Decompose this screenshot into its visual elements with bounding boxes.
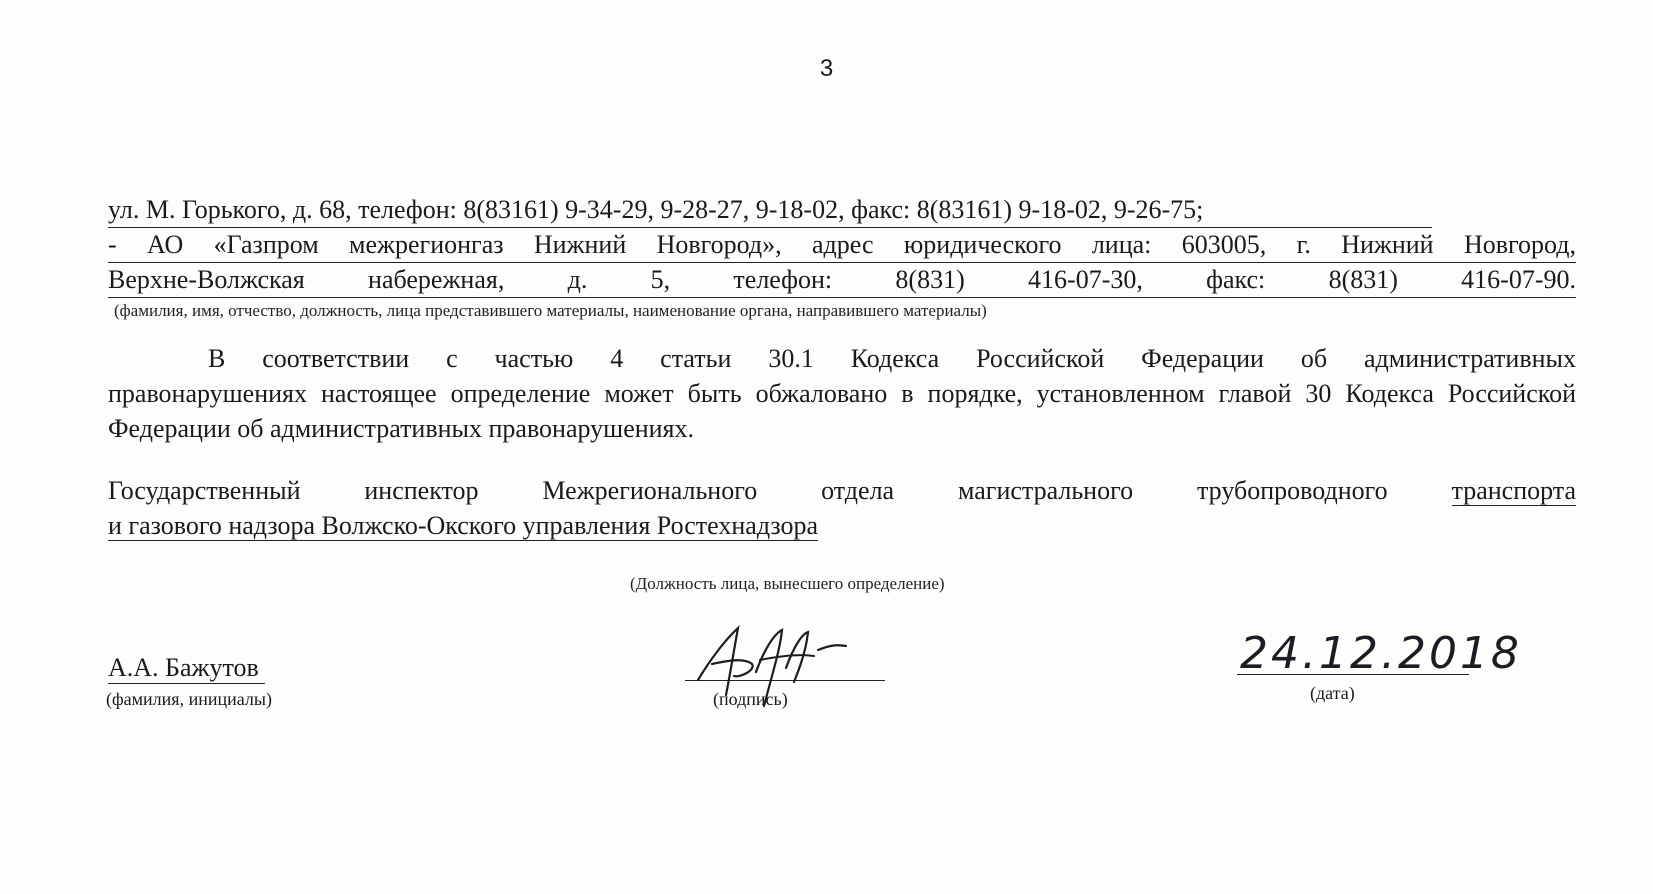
inspector-title-underlined: транспорта [1451,476,1576,505]
inspector-line-2-text: и газового надзора Волжско-Окского управления Ростехнадзора [108,511,819,540]
appeal-paragraph [108,341,1576,446]
inspector-name: А.А. Бажутов [108,653,265,684]
signature-caption: (подпись) [713,689,788,709]
page-number: 3 [819,55,834,82]
inspector-line-1 [108,473,1576,508]
date-caption: (дата) [1310,683,1355,703]
inspector-block [108,473,1576,543]
address-line-2: - АО «Газпром межрегионгаз Нижний Новгород», адрес юридического лица: 603005, г. Нижний Новгород, [108,228,1576,263]
address-line-3: Верхне-Волжская набережная, д. 5, телефон: 8(831) 416-07-30, факс: 8(831) 416-07-90. [108,263,1576,298]
appeal-rest: правонарушениях настоящее определение может быть обжаловано в порядке, установленном главой 30 Кодекса Российской Федерации об административных правонарушениях. [108,379,1576,443]
address-caption: (фамилия, имя, отчество, должность, лица представившего материалы, наименование органа, направившего материалы) [114,301,987,320]
handwritten-date: 24.12.2018 [1240,628,1522,679]
address-block [108,193,1576,322]
address-line-1: ул. М. Горького, д. 68, телефон: 8(83161) 9-34-29, 9-28-27, 9-18-02, факс: 8(83161) 9-18-02, 9-26-75; [108,193,1432,228]
inspector-title-plain: Государственный инспектор Межрегионального отдела магистрального трубопроводного [108,476,1388,505]
inspector-line-2 [108,508,1576,543]
inspector-caption: (Должность лица, вынесшего определение) [630,574,945,593]
name-caption: (фамилия, инициалы) [106,689,272,709]
appeal-line-1: В соответствии с частью 4 статьи 30.1 Кодекса Российской Федерации об административных [208,344,1576,373]
